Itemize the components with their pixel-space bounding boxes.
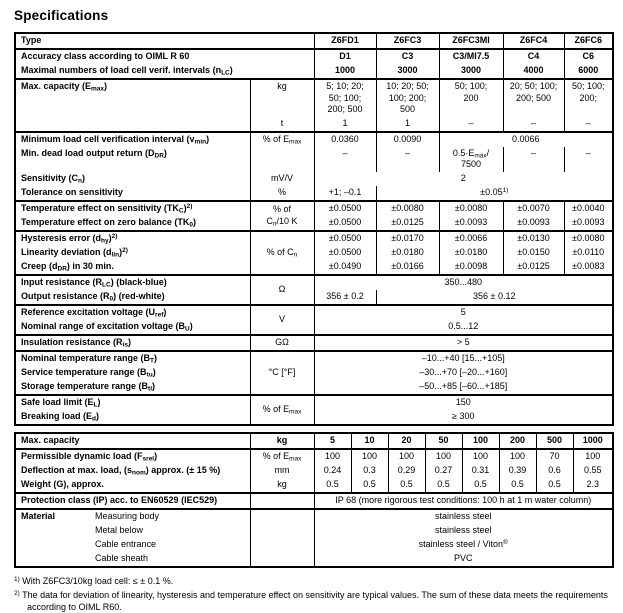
table-row [15,49,613,64]
table-block [15,493,613,509]
value-cell: 3000 [376,64,439,79]
table-row [15,335,613,351]
value-cell: 150 [314,395,613,410]
row-label: Max. capacity [15,433,250,449]
row-label: Hysteresis error $(d_{hy})^{2)}$ [15,231,250,246]
table-block [15,335,613,351]
value-cell: 200 [499,433,536,449]
spec-table-main [14,32,614,426]
value-cell: > 5 [314,335,613,351]
table-row [15,231,613,246]
table-block [15,433,613,449]
value-cell: 1 [314,117,376,132]
row-label: Tolerance on sensitivity [15,186,250,201]
value-cell: Z6FC3 [376,33,439,49]
table-row [15,509,613,524]
value-cell: 0.0090 [376,132,439,147]
table-row [15,33,613,49]
table-row [15,305,613,320]
table-row [15,552,613,567]
footnote-1-marker: 1) [14,576,20,583]
row-label: Sensitivity $(C_n)$ [15,172,250,186]
value-cell: 2.3 [573,478,613,493]
value-cell: 70 [536,449,573,464]
table-block [15,275,613,305]
value-cell: ±0.0070 [503,201,564,216]
value-cell: IP 68 (more rigorous test conditions: 100 h at 1 m water column) [314,493,613,509]
value-cell: – [314,147,376,172]
row-label: Deflection at max. load, $(s_{nom})$ approx. (± 15 %) [15,464,250,478]
value-cell: ±0.0500 [314,216,376,231]
value-cell: 0.29 [388,464,425,478]
value-cell: 4000 [503,64,564,79]
row-label: Input resistance $(R_{LC})$ (black-blue) [15,275,250,290]
value-cell: 500 [536,433,573,449]
table-row [15,260,613,275]
value-cell: – [503,117,564,132]
value-cell: C3 [376,49,439,64]
table-row [15,449,613,464]
value-cell: – [564,117,613,132]
row-label: Storage temperature range $(B_{tl})$ [15,380,250,395]
value-cell: 1 [376,117,439,132]
value-cell: –10...+40 [15...+105] [314,351,613,366]
value-cell: 0.6 [536,464,573,478]
value-cell: ±0.0093 [503,216,564,231]
row-label: Temperature effect on sensitivity $(TK_C)^{2)}$ [15,201,250,216]
value-cell: 0.55 [573,464,613,478]
row-label: Linearity deviation $(d_{lin})^{2)}$ [15,246,250,260]
unit-cell: % of $E_{max}$ [250,132,314,147]
row-label: Safe load limit $(E_L)$ [15,395,250,410]
value-cell: 5; 10; 20; 50; 100; 200; 500 [314,79,376,117]
row-label: Breaking load $(E_d)$ [15,410,250,425]
table-row [15,538,613,552]
value-cell: ±0.0093 [439,216,503,231]
unit-cell [250,509,314,567]
table-block [15,449,613,493]
value-cell: 350...480 [314,275,613,290]
row-label: Max. capacity $(E_{max})$ [15,79,250,132]
unit-cell: % of $E_{max}$ [250,395,314,425]
unit-cell: kg [250,478,314,493]
value-cell: ±0.0110 [564,246,613,260]
unit-cell: kg [250,79,314,117]
unit-cell: GΩ [250,335,314,351]
value-cell: 6000 [564,64,613,79]
value-cell: stainless steel [314,524,613,538]
value-cell: $\pm 0.05^{1)}$ [376,186,613,201]
value-cell: 356 ± 0.2 [314,290,376,305]
value-cell: $0.5\cdot E_{max}/$ 7500 [439,147,503,172]
table-row [15,290,613,305]
value-cell: – [503,147,564,172]
row-label: Protection class (IP) acc. to EN60529 (IEC529) [15,493,250,509]
value-cell: ±0.0150 [503,246,564,260]
value-cell: 0.0360 [314,132,376,147]
unit-cell: Ω [250,275,314,305]
value-cell: ±0.0040 [564,201,613,216]
value-cell: 0.5 [536,478,573,493]
value-cell: ±0.0166 [376,260,439,275]
row-label: Temperature effect on zero balance $(TK_0)$ [15,216,250,231]
value-cell: ±0.0180 [376,246,439,260]
value-cell: ±0.0083 [564,260,613,275]
row-label: Permissible dynamic load $(F_{srel})$ [15,449,250,464]
row-label: Type [15,33,314,49]
table-block [15,231,613,275]
value-cell: Z6FC3MI [439,33,503,49]
value-cell: ±0.0066 [439,231,503,246]
table-block [15,49,613,79]
table-row [15,64,613,79]
row-label: Minimum load cell verification interval $(v_{min})$ [15,132,250,147]
unit-cell: % of $C_n/10$ K [250,201,314,231]
unit-cell: kg [250,433,314,449]
value-cell: ±0.0080 [376,201,439,216]
value-cell: 0.5 [499,478,536,493]
value-cell: 0.27 [425,464,462,478]
value-cell: 0.3 [351,464,388,478]
row-label: Min. dead load output return $(D_{DR})$ [15,147,250,172]
unit-cell: mm [250,464,314,478]
table-block [15,509,613,567]
row-label: Nominal temperature range $(B_T)$ [15,351,250,366]
value-cell: 0.5...12 [314,320,613,335]
value-cell: 100 [499,449,536,464]
value-cell: C4 [503,49,564,64]
footnote-2-marker: 2) [14,590,20,597]
table-row [15,172,613,186]
value-cell: stainless steel [314,509,613,524]
value-cell: ≥ 300 [314,410,613,425]
table-block [15,79,613,132]
footnotes [14,574,614,613]
value-cell: ±0.0500 [314,231,376,246]
value-cell: 100 [351,449,388,464]
value-cell: stainless steel / Viton® [314,538,613,552]
unit-cell: t [250,117,314,132]
row-label: Cable sheath [15,552,250,567]
value-cell: ±0.0500 [314,201,376,216]
unit-cell: mV/V [250,172,314,186]
table-row [15,410,613,425]
value-cell: 1000 [573,433,613,449]
table-row [15,395,613,410]
value-cell: 100 [314,449,351,464]
table-row [15,275,613,290]
value-cell: ±0.0130 [503,231,564,246]
value-cell: 100 [573,449,613,464]
table-block [15,395,613,425]
value-cell: Z6FD1 [314,33,376,49]
row-label: Service temperature range $(B_{tu})$ [15,366,250,380]
value-cell: ±0.0098 [439,260,503,275]
table-row [15,351,613,366]
value-cell: 356 ± 0.12 [376,290,613,305]
spec-table-capacity [14,432,614,568]
unit-cell: % [250,186,314,201]
value-cell: 100 [425,449,462,464]
value-cell: – [439,117,503,132]
table-row [15,147,613,172]
unit-cell: °C [°F] [250,351,314,395]
unit-cell: % of $C_n$ [250,231,314,275]
value-cell: ±0.0125 [376,216,439,231]
value-cell: 10 [351,433,388,449]
table-block [15,305,613,335]
value-cell: ±0.0490 [314,260,376,275]
value-cell: 0.5 [351,478,388,493]
page-title: Specifications [14,8,613,23]
unit-cell [250,493,314,509]
value-cell: C6 [564,49,613,64]
row-label: Nominal range of excitation voltage $(B_U)$ [15,320,250,335]
value-cell: –50...+85 [–60...+185] [314,380,613,395]
row-label: Maximal numbers of load cell verif. intervals $(n_{LC})$ [15,64,314,79]
value-cell: 100 [462,449,499,464]
table-row [15,493,613,509]
row-label: Reference excitation voltage $(U_{ref})$ [15,305,250,320]
unit-cell: % of $E_{max}$ [250,449,314,464]
value-cell: Z6FC6 [564,33,613,49]
value-cell: PVC [314,552,613,567]
value-cell: 100 [388,449,425,464]
value-cell: ±0.0093 [564,216,613,231]
row-label: Accuracy class according to OIML R 60 [15,49,314,64]
value-cell: ±0.0080 [439,201,503,216]
row-label: Material Measuring body [15,509,250,524]
value-cell: 20 [388,433,425,449]
value-cell: – [564,147,613,172]
table-row [15,380,613,395]
table-block [15,351,613,395]
value-cell: D1 [314,49,376,64]
table-row [15,478,613,493]
table-row [15,79,613,117]
value-cell: 0.31 [462,464,499,478]
value-cell: 0.0066 [439,132,613,147]
footnote-2-text: The data for deviation of linearity, hysteresis and temperature effect on sensitivity are typical values. The sum of these data meets the requirements according to OIML R60. [22,590,608,612]
value-cell: 10; 20; 50; 100; 200; 500 [376,79,439,117]
value-cell: – [376,147,439,172]
table-row [15,216,613,231]
footnote-1 [14,574,614,588]
value-cell: +1; –0.1 [314,186,376,201]
unit-cell: V [250,305,314,335]
footnote-2 [14,588,614,613]
value-cell: 0.39 [499,464,536,478]
footnote-1-text: With Z6FC3/10kg load cell: ≤ ± 0.1 %. [22,576,173,586]
table-row [15,246,613,260]
value-cell: 5 [314,305,613,320]
value-cell: Z6FC4 [503,33,564,49]
value-cell: 0.5 [425,478,462,493]
value-cell: ±0.0080 [564,231,613,246]
table-block [15,132,613,201]
value-cell: 100 [462,433,499,449]
value-cell: 50 [425,433,462,449]
table-row [15,320,613,335]
row-label: Weight (G), approx. [15,478,250,493]
value-cell: 50; 100; 200; [564,79,613,117]
row-label: Insulation resistance $(R_{is})$ [15,335,250,351]
row-label: Metal below [15,524,250,538]
table-row [15,132,613,147]
table-block [15,33,613,49]
value-cell: 0.5 [462,478,499,493]
value-cell: 0.24 [314,464,351,478]
value-cell: 20; 50; 100; 200; 500 [503,79,564,117]
table-row [15,464,613,478]
row-label: Output resistance $(R_0)$ (red-white) [15,290,250,305]
value-cell: ±0.0180 [439,246,503,260]
table-block [15,201,613,231]
value-cell: –30...+70 [–20...+160] [314,366,613,380]
value-cell: ±0.0125 [503,260,564,275]
unit-cell [250,147,314,172]
value-cell: C3/MI7.5 [439,49,503,64]
value-cell: 50; 100; 200 [439,79,503,117]
table-row [15,366,613,380]
value-cell: 3000 [439,64,503,79]
value-cell: ±0.0500 [314,246,376,260]
value-cell: 1000 [314,64,376,79]
value-cell: 0.5 [314,478,351,493]
value-cell: 5 [314,433,351,449]
table-row [15,433,613,449]
material-group-label: Material [21,511,95,523]
row-label: Creep $(d_{DR})$ in 30 min. [15,260,250,275]
table-row [15,201,613,216]
value-cell: 0.5 [388,478,425,493]
table-row [15,186,613,201]
value-cell: 2 [314,172,613,186]
row-label: Cable entrance [15,538,250,552]
value-cell: ±0.0170 [376,231,439,246]
table-row [15,524,613,538]
